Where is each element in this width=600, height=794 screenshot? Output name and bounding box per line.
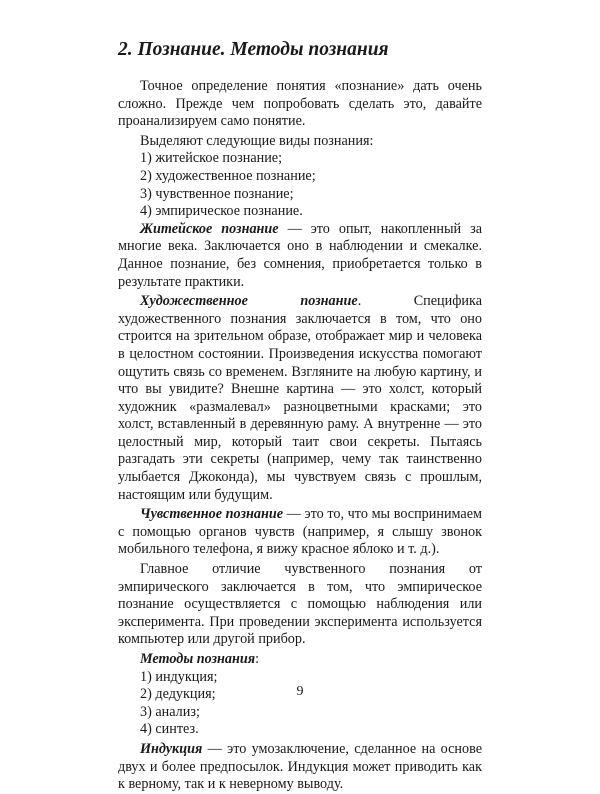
kinds-list (118, 150, 482, 220)
sensory-text: — это то, что мы воспринимаем с помощью органов чувств (например, я слышу звонок мобильного телефона, я вижу красное яблоко и т. д.). (118, 506, 482, 558)
sensory-paragraph (118, 506, 482, 559)
artistic-paragraph (118, 293, 482, 504)
list-item: 1) индукция; (140, 668, 218, 685)
intro-paragraph: Точное определение понятия «познание» дать очень сложно. Прежде чем попробовать сделать это, давайте проанализируем само понятие. (118, 78, 482, 130)
methods-list (118, 669, 482, 739)
list-item: 4) эмпирическое познание. (140, 203, 303, 220)
methods-heading (118, 651, 482, 669)
list-item: 1) житейское познание; (140, 150, 283, 167)
list-item: 4) синтез. (140, 721, 199, 738)
sensory-term: Чувственное познание (140, 506, 284, 523)
section-title: 2. Познание. Методы познания (118, 39, 389, 60)
methods-term: Методы познания (140, 651, 256, 667)
list-item: 3) чувственное познание; (140, 185, 294, 202)
induction-text: — это умозаключение, сделанное на основе двух и более предпосылок. Индукция может приводить как к верному, так и к неверному выводу. (118, 740, 482, 793)
page-number: 9 (296, 684, 304, 699)
everyday-text: — это опыт, накопленный за многие века. Заключается оно в наблюдении и смекалке. Данное познание, без сомнения, приобретается только в результате практики. (118, 220, 482, 290)
methods-colon: : (255, 651, 260, 667)
list-item: 2) художественное познание; (140, 167, 316, 184)
induction-term: Индукция (140, 740, 203, 757)
artistic-text: . Специфика художественного познания заключается в том, что оно строится на зрительном образе, отображает мир и человека в целостном состоянии. Произведения искусства помогают ощутить связь со временем. Взгляните на любую картину, и что вы увидите? Внешне картина — это холст, который художник «размалевал» разноцветными красками; это холст, вставленный в деревянную раму. А внутренне — это целостный мир, который таит свои секреты. Пытаясь разгадать эти секреты (например, чему так таинственно улыбается Джоконда), мы чувствуем связь с прошлым, настоящим или будущим. (118, 293, 482, 503)
induction-paragraph (118, 741, 482, 794)
empirical-paragraph: Главное отличие чувственного познания от эмпирического заключается в том, что эмпирическое познание осуществляется с помощью наблюдения или эксперимента. При проведении эксперимента используется компьютер или другой прибор. (118, 561, 482, 648)
everyday-paragraph (118, 221, 482, 291)
list-item: 2) дедукция; (140, 686, 216, 703)
list-item: 3) анализ; (140, 703, 200, 720)
everyday-term: Житейское познание (140, 220, 279, 237)
artistic-term: Художественное познание (140, 293, 358, 310)
kinds-intro-paragraph: Выделяют следующие виды познания: (140, 132, 374, 149)
